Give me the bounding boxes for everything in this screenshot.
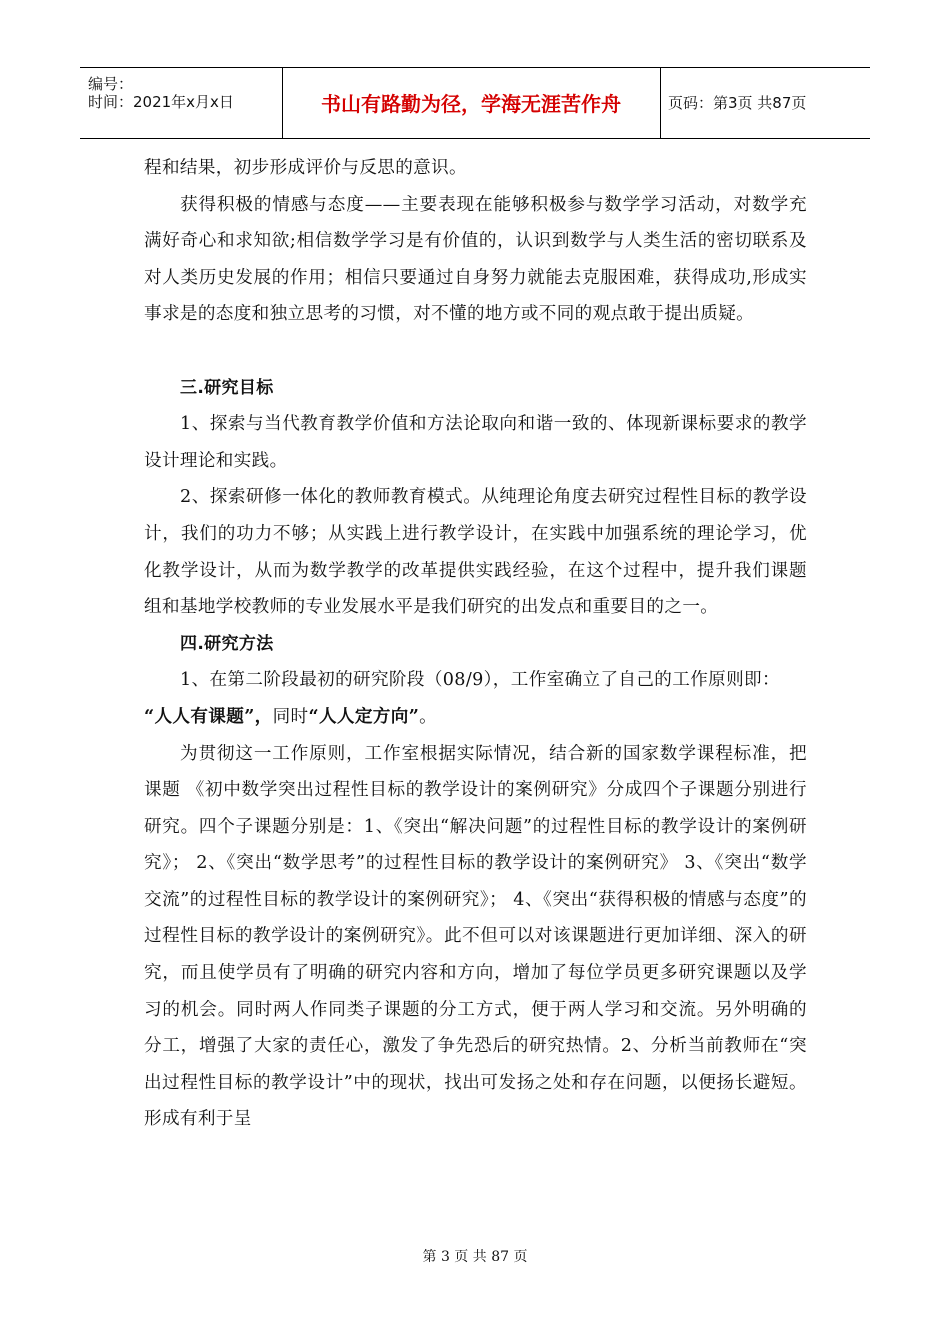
paragraph: 获得积极的情感与态度——主要表现在能够积极参与数学学习活动，对数学充满好奇心和求知欲;相信数学学习是有价值的，认识到数学与人类生活的密切联系及对人类历史发展的作用；相信只要通过自身努力就能去克服困难，获得成功,形成实事求是的态度和独立思考的习惯，对不懂的地方或不同的观点敢于提出质疑。 <box>144 194 807 325</box>
principle-1: “人人有课题”， <box>144 705 273 727</box>
paragraph-principles <box>144 699 807 736</box>
header-page-code: 页码：第3页 共87页 <box>668 94 807 112</box>
paragraph: 1、探索与当代教育教学价值和方法论取向和谐一致的、体现新课标要求的教学设计理论和实践。 <box>144 414 807 471</box>
header-info-cell <box>80 68 283 138</box>
paragraph: 为贯彻这一工作原则，工作室根据实际情况，结合新的国家数学课程标准，把课题 《初中数学突出过程性目标的教学设计的案例研究》分成四个子课题分别进行研究。四个子课题分别是：1、《突出“解决问题”的过程性目标的教学设计的案例研究》； 2、《突出“数学思考”的过程性目标的教学设计的案例研究》 3、《突出“数学交流”的过程性目标的教学设计的案例研究》； 4、《突出“获得积极的情感与态度”的过程性目标的教学设计的案例研究》。此不但可以对该课题进行更加详细、深入的研究，而且使学员有了明确的研究内容和方向，增加了每位学员更多研究课题以及学习的机会。同时两人作同类子课题的分工方式，便于两人学习和交流。另外明确的分工，增强了大家的责任心，激发了争先恐后的研究热情。2、分析当前教师在“突出过程性目标的教学设计”中的现状，找出可发扬之处和存在问题，以便扬长避短。形成有利于呈 <box>144 743 807 1130</box>
paragraph: 1、在第二阶段最初的研究阶段（08/9），工作室确立了自己的工作原则即： <box>180 670 780 691</box>
document-number-label: 编号： <box>88 75 134 93</box>
paragraph: 2、探索研修一体化的教师教育模式。从纯理论角度去研究过程性目标的教学设计，我们的功力不够；从实践上进行教学设计，在实践中加强系统的理论学习，优化教学设计，从而为数学教学的改革提供实践经验，在这个过程中，提升我们课题组和基地学校教师的专业发展水平是我们研究的出发点和重要目的之一。 <box>144 487 807 618</box>
blank-line <box>144 333 807 370</box>
principle-2: “人人定方向” <box>308 705 420 727</box>
header-page-cell <box>660 68 870 138</box>
principle-connector: 同时 <box>272 706 309 727</box>
page-footer: 第 3 页 共 87 页 <box>422 1249 528 1265</box>
section-heading-goals: 三.研究目标 <box>180 377 274 398</box>
paragraph: 程和结果，初步形成评价与反思的意识。 <box>144 158 467 178</box>
page-header <box>80 67 870 139</box>
document-date: 时间：2021年x月x日 <box>88 93 234 111</box>
principle-end: 。 <box>419 706 438 727</box>
document-body <box>144 150 807 1138</box>
header-motto: 书山有路勤为径，学海无涯苦作舟 <box>321 92 621 116</box>
section-heading-methods: 四.研究方法 <box>180 633 274 654</box>
header-motto-cell <box>282 68 661 138</box>
